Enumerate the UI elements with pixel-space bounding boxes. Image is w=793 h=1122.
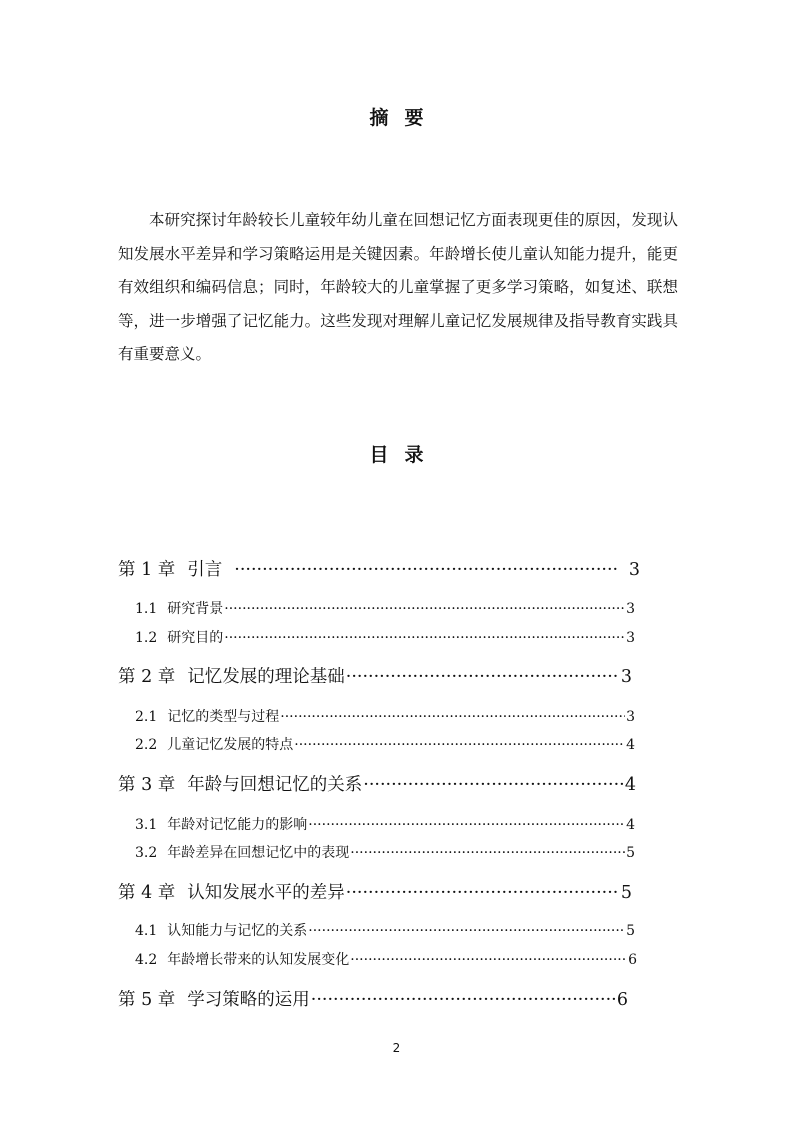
toc-leader-dots: [311, 990, 616, 1010]
toc-entry-title: 记忆发展的理论基础: [187, 667, 345, 687]
toc-entry-title: 年龄增长带来的认知发展变化: [167, 952, 350, 968]
toc-entry-number: 3.2: [135, 845, 158, 861]
toc-leader-dots: [294, 737, 625, 753]
toc-leader-dots: [346, 883, 620, 903]
toc-entry-title: 年龄与回想记忆的关系: [187, 775, 363, 795]
toc-entry-section-3-2[interactable]: [135, 842, 635, 862]
toc-entry-section-4-2[interactable]: [135, 949, 637, 969]
toc-entry-page: 5: [626, 845, 635, 861]
toc-entry-section-1-2[interactable]: [135, 627, 635, 647]
toc-leader-dots: [224, 630, 625, 646]
toc-leader-dots: [308, 817, 625, 833]
toc-entry-chapter-2[interactable]: [118, 663, 632, 688]
toc-entry-page: 4: [626, 817, 635, 833]
toc-entry-page: 6: [628, 952, 637, 968]
toc-entry-chapter-1[interactable]: [118, 556, 640, 581]
toc-entry-title: 记忆的类型与过程: [167, 709, 280, 725]
toc-entry-section-4-1[interactable]: [135, 920, 635, 940]
toc-entry-page: 3: [628, 560, 640, 580]
toc-entry-section-3-1[interactable]: [135, 814, 635, 834]
toc-leader-dots: [308, 923, 625, 939]
toc-entry-page: 3: [626, 630, 635, 646]
toc-entry-number: 第 1 章: [118, 560, 176, 580]
toc-entry-page: 5: [626, 923, 635, 939]
toc-entry-page: 3: [620, 667, 632, 687]
toc-entry-number: 第 2 章: [118, 667, 176, 687]
toc-entry-section-2-2[interactable]: [135, 734, 635, 754]
toc-entry-number: 2.2: [135, 737, 158, 753]
toc-leader-dots: [346, 667, 620, 687]
toc-entry-title: 年龄差异在回想记忆中的表现: [167, 845, 350, 861]
toc-entry-title: 研究目的: [167, 630, 224, 646]
toc-entry-number: 3.1: [135, 817, 158, 833]
toc-entry-number: 第 5 章: [118, 990, 176, 1010]
abstract-body: 本研究探讨年龄较长儿童较年幼儿童在回想记忆方面表现更佳的原因，发现认知发展水平差异和学习策略运用是关键因素。年龄增长使儿童认知能力提升，能更有效组织和编码信息；同时，年龄较大的儿童掌握了更多学习策略，如复述、联想等，进一步增强了记忆能力。这些发现对理解儿童记忆发展规律及指导教育实践具有重要意义。: [118, 211, 678, 363]
toc-entry-number: 第 4 章: [118, 883, 176, 903]
toc-entry-chapter-5[interactable]: [118, 986, 628, 1011]
toc-entry-section-1-1[interactable]: [135, 598, 635, 618]
abstract-heading: 摘要: [369, 107, 440, 129]
toc-entry-page: 4: [624, 775, 636, 795]
toc-entry-number: 4.1: [135, 923, 158, 939]
toc-leader-dots: [350, 952, 627, 968]
toc-entry-page: 6: [616, 990, 628, 1010]
toc-entry-page: 5: [620, 883, 632, 903]
toc-entry-section-2-1[interactable]: [135, 706, 635, 726]
toc-entry-page: 4: [626, 737, 635, 753]
toc-entry-title: 学习策略的运用: [187, 990, 310, 1010]
toc-entry-page: 3: [626, 601, 635, 617]
toc-entry-number: 1.2: [135, 630, 158, 646]
toc-leader-dots: [224, 601, 625, 617]
toc-leader-dots: [280, 709, 625, 725]
toc-entry-title: 认知能力与记忆的关系: [167, 923, 308, 939]
toc-entry-title: 研究背景: [167, 601, 224, 617]
page-number: 2: [392, 1041, 401, 1055]
toc-entry-page: 3: [626, 709, 635, 725]
toc-entry-chapter-4[interactable]: [118, 879, 632, 904]
toc-entry-number: 第 3 章: [118, 775, 176, 795]
toc-leader-dots: [363, 775, 624, 795]
toc-heading: 目录: [369, 444, 440, 466]
toc-entry-chapter-3[interactable]: [118, 771, 636, 796]
toc-entry-number: 2.1: [135, 709, 158, 725]
toc-entry-title: 儿童记忆发展的特点: [167, 737, 294, 753]
toc-entry-title: 引言: [187, 560, 223, 580]
toc-entry-number: 4.2: [135, 952, 158, 968]
toc-leader-dots: [350, 845, 625, 861]
toc-entry-number: 1.1: [135, 601, 158, 617]
toc-entry-title: 认知发展水平的差异: [187, 883, 345, 903]
toc-entry-title: 年龄对记忆能力的影响: [167, 817, 308, 833]
toc-leader-dots: [234, 560, 619, 580]
